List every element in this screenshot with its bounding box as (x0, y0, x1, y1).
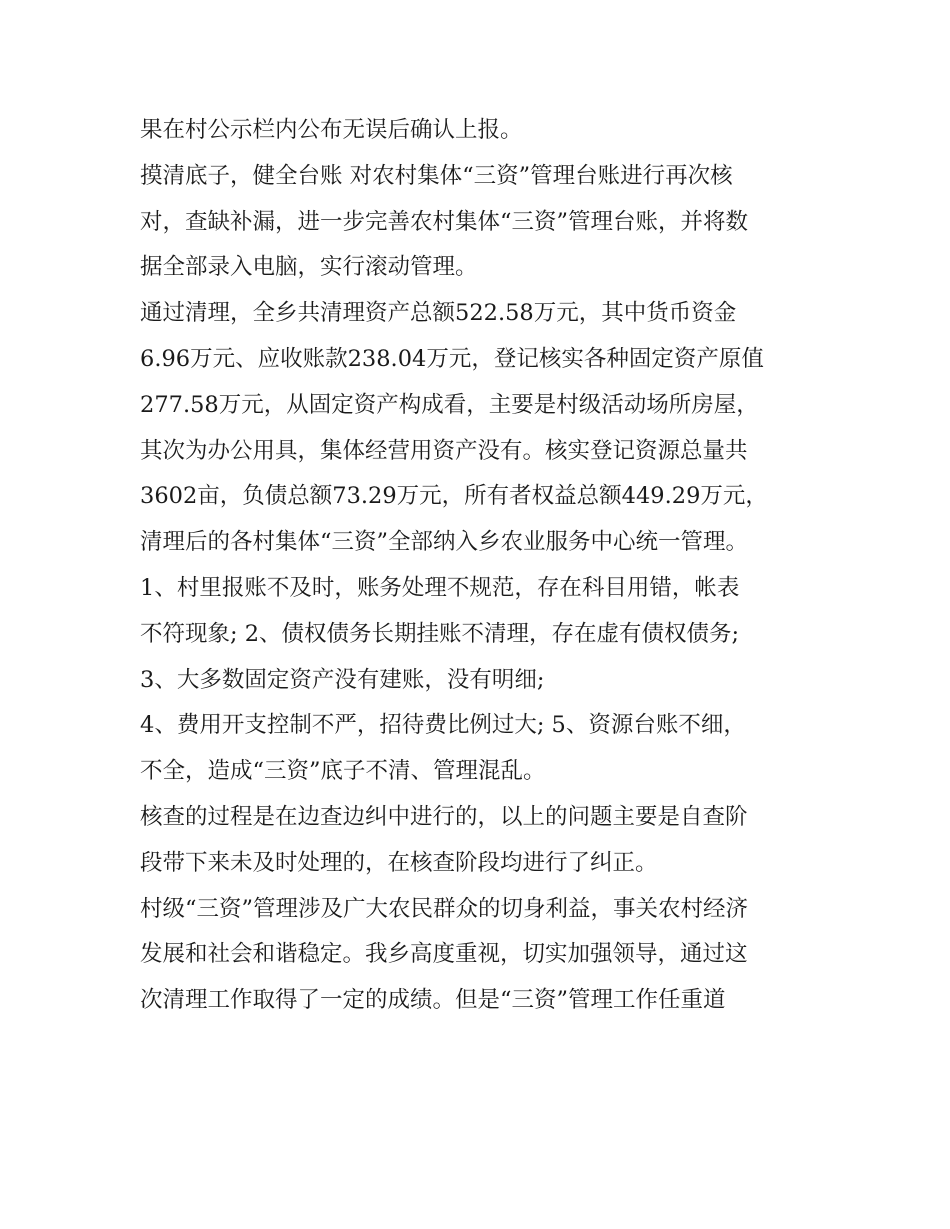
text-line-4: 据全部录入电脑，实行滚动管理。 (140, 254, 478, 281)
text-line-12: 不符现象; 2、债权债务长期挂账不清理，存在虚有债权债务; (140, 620, 740, 647)
body-text (140, 108, 820, 1024)
text-line-10: 清理后的各村集体“三资”全部纳入乡农业服务中心统一管理。 (140, 529, 749, 556)
text-line-2: 摸清底子，健全台账 对农村集体“三资”管理台账进行再次核 (140, 162, 733, 189)
text-line-3: 对，查缺补漏，进一步完善农村集体“三资”管理台账，并将数 (140, 208, 749, 235)
text-line-18: 村级“三资”管理涉及广大农民群众的切身利益，事关农村经济 (140, 895, 749, 922)
text-line-20: 次清理工作取得了一定的成绩。但是“三资”管理工作任重道 (140, 987, 726, 1014)
text-line-13: 3、大多数固定资产没有建账，没有明细; (140, 666, 545, 693)
text-line-7: 277.58万元，从固定资产构成看，主要是村级活动场所房屋， (140, 391, 759, 418)
text-line-17: 段带下来未及时处理的，在核查阶段均进行了纠正。 (140, 849, 658, 876)
text-line-5: 通过清理，全乡共清理资产总额522.58万元，其中货币资金 (140, 300, 737, 327)
text-line-9: 3602亩，负债总额73.29万元，所有者权益总额449.29万元， (140, 483, 768, 510)
text-line-16: 核查的过程是在边查边纠中进行的，以上的问题主要是自查阶 (140, 803, 748, 830)
text-line-8: 其次为办公用具，集体经营用资产没有。核实登记资源总量共 (140, 437, 748, 464)
text-line-6: 6.96万元、应收账款238.04万元，登记核实各种固定资产原值 (140, 345, 764, 372)
text-line-1: 果在村公示栏内公布无误后确认上报。 (140, 117, 523, 143)
text-line-19: 发展和社会和谐稳定。我乡高度重视，切实加强领导，通过这 (140, 941, 748, 968)
text-line-11: 1、村里报账不及时，账务处理不规范，存在科目用错，帐表 (140, 574, 740, 601)
text-line-15: 不全，造成“三资”底子不清、管理混乱。 (140, 758, 546, 785)
text-line-14: 4、费用开支控制不严，招待费比例过大; 5、资源台账不细， (140, 712, 746, 739)
